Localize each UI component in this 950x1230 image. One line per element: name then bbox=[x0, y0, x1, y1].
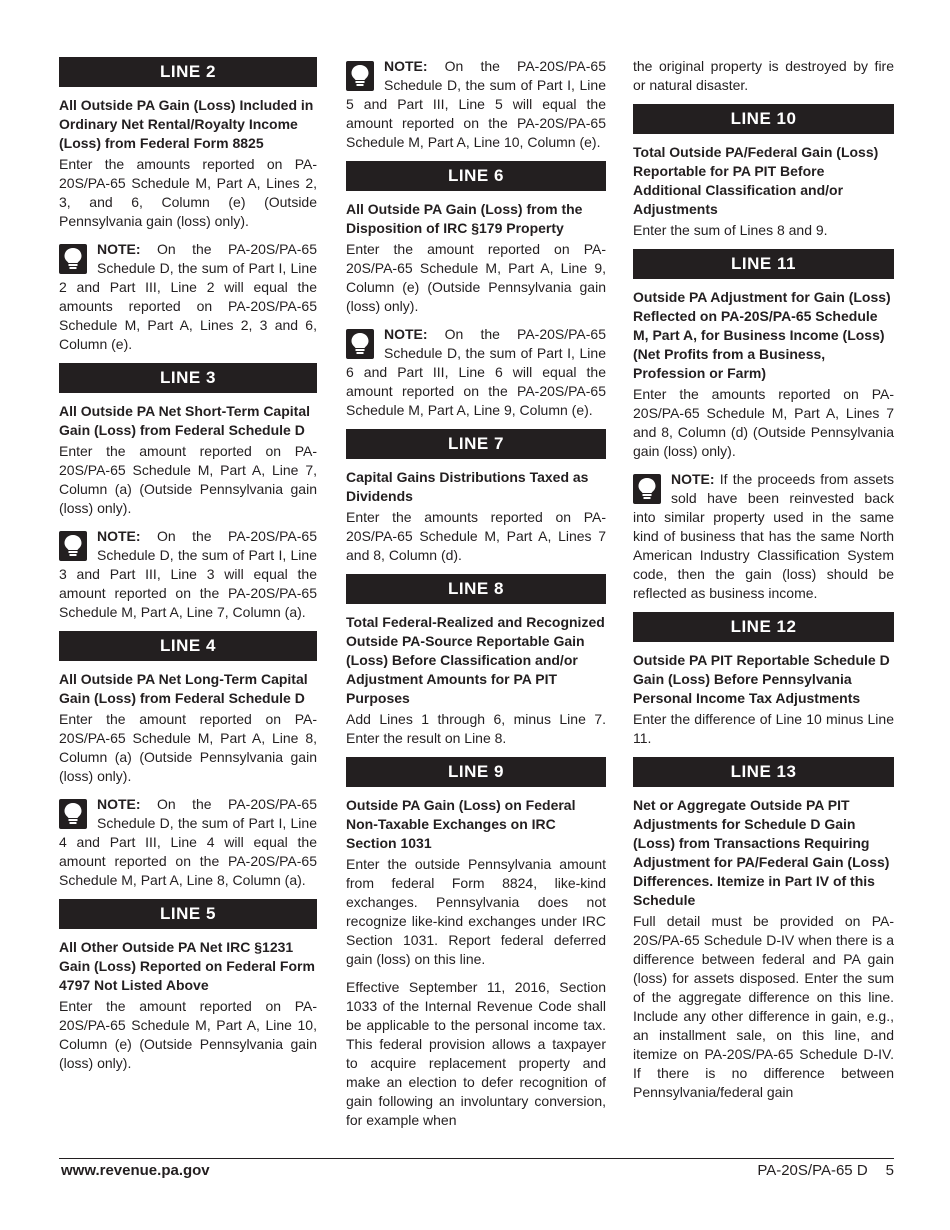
note-label: NOTE: bbox=[97, 241, 141, 257]
line-12-title: Outside PA PIT Reportable Schedule D Gain (Loss) Before Pennsylvania Personal Income Tax Adjustments bbox=[633, 652, 890, 706]
line-5-body: Enter the amount reported on PA-20S/PA-65 Schedule M, Part A, Line 10, Column (e) (Outside Pennsylvania gain (loss) only). bbox=[59, 998, 317, 1071]
note-label: NOTE: bbox=[384, 326, 428, 342]
column-3 bbox=[633, 57, 894, 1111]
note-label: NOTE: bbox=[384, 58, 428, 74]
line-4-body: Enter the amount reported on PA-20S/PA-65 Schedule M, Part A, Line 8, Column (a) (Outside Pennsylvania gain (loss) only). bbox=[59, 711, 317, 784]
line-4-title: All Outside PA Net Long-Term Capital Gain (Loss) from Federal Schedule D bbox=[59, 671, 308, 706]
line-5-note bbox=[346, 57, 606, 152]
line-6-header: LINE 6 bbox=[346, 161, 606, 191]
line-7-title: Capital Gains Distributions Taxed as Dividends bbox=[346, 469, 589, 504]
line-6-note bbox=[346, 325, 606, 420]
line-13-header: LINE 13 bbox=[633, 757, 894, 787]
line-10-body: Enter the sum of Lines 8 and 9. bbox=[633, 222, 828, 238]
page-footer bbox=[59, 1158, 894, 1183]
line-9-body: Enter the outside Pennsylvania amount from federal Form 8824, like-kind exchanges. Pennsylvania does not recognize like-kind exchanges under IRC Section 1031. Report federal deferred gain (loss) on this line. bbox=[346, 856, 606, 967]
line-4-header: LINE 4 bbox=[59, 631, 317, 661]
line-2-title: All Outside PA Gain (Loss) Included in Ordinary Net Rental/Royalty Income (Loss) from Federal Form 8825 bbox=[59, 97, 314, 151]
line-6-title: All Outside PA Gain (Loss) from the Disposition of IRC §179 Property bbox=[346, 201, 583, 236]
line-3-header: LINE 3 bbox=[59, 363, 317, 393]
note-label: NOTE: bbox=[671, 471, 715, 487]
note-text: On the PA-20S/PA-65 Schedule D, the sum of Part I, Line 6 and Part III, Line 6 will equal the amount reported on the PA-20S/PA-65 Schedule M, Part A, Line 9, Column (e). bbox=[346, 326, 606, 418]
lightbulb-icon bbox=[346, 329, 374, 359]
note-text: On the PA-20S/PA-65 Schedule D, the sum of Part I, Line 4 and Part III, Line 4 will equal the amount reported on the PA-20S/PA-65 Schedule M, Part A, Line 8, Column (a). bbox=[59, 796, 318, 888]
footer-form-id bbox=[757, 1162, 894, 1179]
note-text: On the PA-20S/PA-65 Schedule D, the sum of Part I, Line 3 and Part III, Line 3 will equal the amount reported on the PA-20S/PA-65 Schedule M, Part A, Line 7, Column (a). bbox=[59, 528, 318, 620]
line-9-title: Outside PA Gain (Loss) on Federal Non-Taxable Exchanges on IRC Section 1031 bbox=[346, 797, 576, 851]
line-8-body: Add Lines 1 through 6, minus Line 7. Enter the result on Line 8. bbox=[346, 711, 606, 746]
line-10-header: LINE 10 bbox=[633, 104, 894, 134]
line-8-title: Total Federal-Realized and Recognized Outside PA-Source Reportable Gain (Loss) Before Classification and/or Adjustment Amounts for PA PIT Purposes bbox=[346, 614, 605, 706]
footer-url[interactable]: www.revenue.pa.gov bbox=[61, 1162, 210, 1179]
line-11-body: Enter the amounts reported on PA-20S/PA-65 Schedule M, Part A, Lines 7 and 8, Column (d) (Outside Pennsylvania gain (loss) only). bbox=[633, 386, 894, 459]
line-7-body: Enter the amounts reported on PA-20S/PA-65 Schedule M, Part A, Lines 7 and 8, Column (d). bbox=[346, 509, 606, 563]
line-3-note bbox=[59, 527, 317, 622]
line-12-body: Enter the difference of Line 10 minus Line 11. bbox=[633, 711, 894, 746]
line-12-header: LINE 12 bbox=[633, 612, 894, 642]
page-number: 5 bbox=[885, 1162, 894, 1179]
line-2-body: Enter the amounts reported on PA-20S/PA-65 Schedule M, Part A, Lines 2, 3, and 6, Column (e) (Outside Pennsylvania gain (loss) only). bbox=[59, 156, 317, 229]
note-text: If the proceeds from assets sold have been reinvested back into similar property used in the same kind of business that has the same North American Industry Classification System code, then the gain (loss) should be reflected as business income. bbox=[633, 471, 895, 601]
line-3-title: All Outside PA Net Short-Term Capital Gain (Loss) from Federal Schedule D bbox=[59, 403, 310, 438]
line-11-title: Outside PA Adjustment for Gain (Loss) Reflected on PA-20S/PA-65 Schedule M, Part A, for Business Income (Loss) (Net Profits from a Business, Profession or Farm) bbox=[633, 289, 891, 381]
form-name: PA-20S/PA-65 D bbox=[757, 1162, 868, 1179]
line-11-header: LINE 11 bbox=[633, 249, 894, 279]
line-13-title: Net or Aggregate Outside PA PIT Adjustments for Schedule D Gain (Loss) from Transactions Requiring Adjustment for PA/Federal Gain (Loss) Differences. Itemize in Part IV of this Schedule bbox=[633, 797, 890, 908]
lightbulb-icon bbox=[59, 531, 87, 561]
lightbulb-icon bbox=[633, 474, 661, 504]
line-5-header: LINE 5 bbox=[59, 899, 317, 929]
lightbulb-icon bbox=[59, 244, 87, 274]
line-8-header: LINE 8 bbox=[346, 574, 606, 604]
line-9-continued: the original property is destroyed by fire or natural disaster. bbox=[633, 58, 894, 93]
column-2 bbox=[346, 57, 606, 1139]
note-label: NOTE: bbox=[97, 528, 141, 544]
line-11-note bbox=[633, 470, 894, 603]
line-9-body-2: Effective September 11, 2016, Section 1033 of the Internal Revenue Code shall be applicable to the personal income tax. This federal provision allows a taxpayer to acquire replacement property and make an election to defer recognition of gain following an involuntary conversion, for example when bbox=[346, 979, 606, 1128]
line-3-body: Enter the amount reported on PA-20S/PA-65 Schedule M, Part A, Line 7, Column (a) (Outside Pennsylvania gain (loss) only). bbox=[59, 443, 317, 516]
lightbulb-icon bbox=[59, 799, 87, 829]
line-9-header: LINE 9 bbox=[346, 757, 606, 787]
line-5-title: All Other Outside PA Net IRC §1231 Gain (Loss) Reported on Federal Form 4797 Not Listed Above bbox=[59, 939, 315, 993]
line-2-header: LINE 2 bbox=[59, 57, 317, 87]
line-4-note bbox=[59, 795, 317, 890]
note-text: On the PA-20S/PA-65 Schedule D, the sum of Part I, Line 5 and Part III, Line 5 will equal the amount reported on the PA-20S/PA-65 Schedule M, Part A, Line 10, Column (e). bbox=[346, 58, 606, 150]
line-2-note bbox=[59, 240, 317, 354]
note-label: NOTE: bbox=[97, 796, 141, 812]
line-10-title: Total Outside PA/Federal Gain (Loss) Reportable for PA PIT Before Additional Classification and/or Adjustments bbox=[633, 144, 879, 217]
line-6-body: Enter the amount reported on PA-20S/PA-65 Schedule M, Part A, Line 9, Column (e) (Outside Pennsylvania gain (loss) only). bbox=[346, 241, 606, 314]
column-1 bbox=[59, 57, 317, 1082]
lightbulb-icon bbox=[346, 61, 374, 91]
line-7-header: LINE 7 bbox=[346, 429, 606, 459]
line-13-body: Full detail must be provided on PA-20S/PA-65 Schedule D-IV when there is a difference between federal and PA gain (loss) for assets disposed. Enter the sum of the aggregate difference on this line. Include any other difference in gain, e.g., an installment sale, on this line, and itemize on PA-20S/PA-65 Schedule D-IV. If there is no difference between Pennsylvania/federal gain bbox=[633, 913, 894, 1100]
note-text: On the PA-20S/PA-65 Schedule D, the sum of Part I, Line 2 and Part III, Line 2 will equal the amounts reported on PA-20S/PA-65 Schedule M, Part A, Lines 2, 3 and 6, Column (e). bbox=[59, 241, 318, 352]
